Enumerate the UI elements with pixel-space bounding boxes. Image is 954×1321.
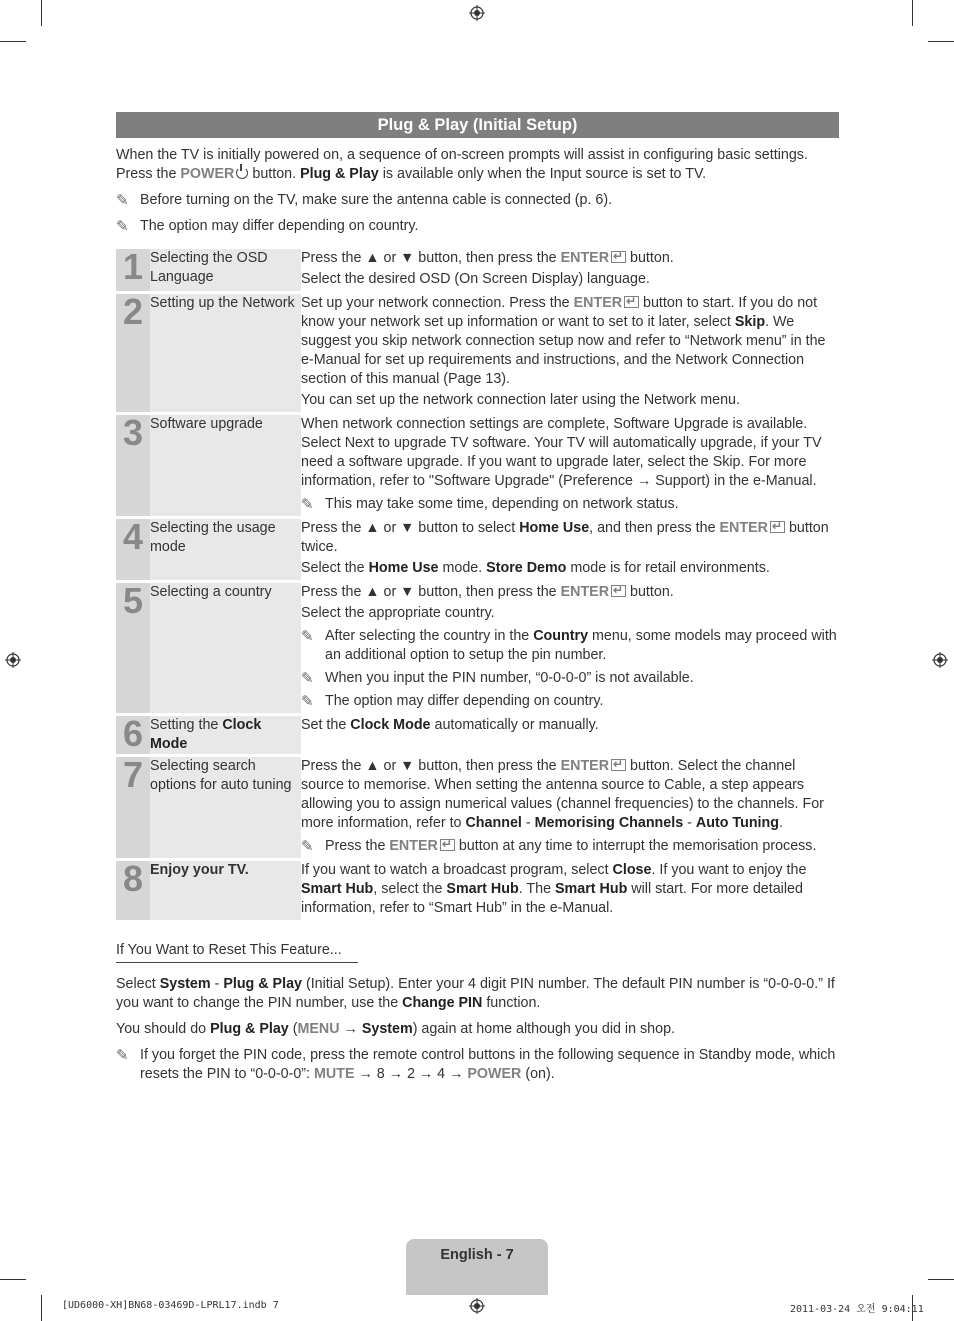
pencil-note-icon: ✎ xyxy=(301,670,314,687)
step-number: 3 xyxy=(116,415,150,516)
pencil-note-icon: ✎ xyxy=(116,192,129,209)
enter-icon xyxy=(611,251,626,263)
step-description: Press the ▲ or ▼ button, then press the ENTER↵ button. Select the channel source to memorise. When setting the antenna source to Cable, a step appears allowing you to assign numerical values (channel frequencies) to the channels. For more information, refer to Channel - Memorising Channels - Auto Tuning. ✎ Press the ENTER↵ button at any time to interrupt the memorisation process. xyxy=(301,757,839,858)
note: ✎ If you forget the PIN code, press the remote control buttons in the following sequence in Standby mode, which resets the PIN to “0-0-0-0”: MUTE → 8 → 2 → 4 → POWER (on). xyxy=(116,1047,836,1082)
step-description: Press the ▲ or ▼ button, then press the ENTER↵ button. Select the appropriate country. ✎ After selecting the country in the Country menu, some models may proceed with an additional option to setup the pin number. ✎ When you input the PIN number, “0-0-0-0” is not available. ✎ The option may differ depending on country. xyxy=(301,583,839,713)
step-number: 4 xyxy=(116,519,150,580)
enter-icon xyxy=(624,296,639,308)
heading-underline xyxy=(116,962,358,963)
pencil-note-icon: ✎ xyxy=(116,218,129,235)
step-number: 7 xyxy=(116,757,150,858)
step-row xyxy=(116,249,839,291)
registration-mark-icon xyxy=(469,1298,485,1314)
step-description: Set the Clock Mode automatically or manually. xyxy=(301,717,599,733)
manual-page xyxy=(116,112,839,1091)
step-name: Setting up the Network xyxy=(150,294,301,412)
step-name: Selecting search options for auto tuning xyxy=(150,757,301,858)
crop-mark xyxy=(912,0,913,26)
step-name: Enjoy your TV. xyxy=(150,861,301,920)
enter-icon xyxy=(611,759,626,771)
step-name: Software upgrade xyxy=(150,415,301,516)
step-number: 1 xyxy=(116,249,150,291)
reset-paragraph: You should do Plug & Play (MENU → System) again at home although you did in shop. xyxy=(116,1021,675,1037)
print-timestamp: 2011-03-24 오전 9:04:11 xyxy=(790,1304,924,1315)
step-description: When network connection settings are complete, Software Upgrade is available. Select Next to upgrade TV software. Your TV will automatically upgrade, if your TV need a software upgrade. If you want to upgrade later, select the Skip. For more information, refer to "Software Upgrade" (Preference → Support) in the e-Manual. ✎ This may take some time, depending on network status. xyxy=(301,416,822,513)
step-row xyxy=(116,294,839,412)
pencil-note-icon: ✎ xyxy=(301,628,314,645)
step-row xyxy=(116,757,839,858)
step-description: Press the ▲ or ▼ button to select Home Use, and then press the ENTER↵ button twice. Select the Home Use mode. Store Demo mode is for retail environments. xyxy=(301,519,839,580)
step-row xyxy=(116,415,839,516)
step-name: Selecting the OSD Language xyxy=(150,249,301,291)
step-row xyxy=(116,716,839,754)
steps-table xyxy=(116,246,839,923)
registration-mark-icon xyxy=(932,652,948,668)
crop-mark xyxy=(928,1279,954,1280)
page-number-tab: English - 7 xyxy=(406,1239,548,1295)
enter-icon xyxy=(770,521,785,533)
step-name: Setting the Clock Mode xyxy=(150,716,301,754)
note: ✎ Before turning on the TV, make sure the antenna cable is connected (p. 6). xyxy=(116,192,613,209)
enter-icon xyxy=(611,585,626,597)
crop-mark xyxy=(0,1279,26,1280)
enter-icon xyxy=(440,839,455,851)
step-description: Press the ▲ or ▼ button, then press the ENTER↵ button. Select the desired OSD (On Screen Display) language. xyxy=(301,249,839,291)
crop-mark xyxy=(41,0,42,26)
reset-paragraph: Select System - Plug & Play (Initial Setup). Enter your 4 digit PIN number. The default PIN number is “0-0-0-0.” If you want to change the PIN number, use the Change PIN function. xyxy=(116,976,835,1011)
step-description: Set up your network connection. Press the ENTER↵ button to start. If you do not know your network set up information or want to set to it later, select Skip. We suggest you skip network connection setup now and refer to “Network menu” in the e-Manual for set up requirements and instructions, and the Network Connection section of this manual (Page 13). You can set up the network connection later using the Network menu. xyxy=(301,294,839,412)
section-title: Plug & Play (Initial Setup) xyxy=(116,112,839,138)
step-row xyxy=(116,583,839,713)
note: ✎ The option may differ depending on country. xyxy=(116,218,419,235)
pencil-note-icon: ✎ xyxy=(301,693,314,710)
step-description: If you want to watch a broadcast program, select Close. If you want to enjoy the Smart Hub, select the Smart Hub. The Smart Hub will start. For more detailed information, refer to “Smart Hub” in the e-Manual. xyxy=(301,862,807,916)
step-row xyxy=(116,861,839,920)
step-number: 5 xyxy=(116,583,150,713)
crop-mark xyxy=(0,41,26,42)
intro-paragraph: When the TV is initially powered on, a sequence of on-screen prompts will assist in configuring basic settings. Press the POWER button. Plug & Play is available only when the Input source is set to TV. xyxy=(116,147,808,182)
step-number: 2 xyxy=(116,294,150,412)
pencil-note-icon: ✎ xyxy=(116,1047,129,1064)
print-file-info: [UD6000-XH]BN68-03469D-LPRL17.indb 7 xyxy=(62,1300,279,1311)
pencil-note-icon: ✎ xyxy=(301,838,314,855)
step-number: 8 xyxy=(116,861,150,920)
step-number: 6 xyxy=(116,716,150,754)
reset-heading: If You Want to Reset This Feature... xyxy=(116,942,342,958)
crop-mark xyxy=(41,1295,42,1321)
registration-mark-icon xyxy=(469,5,485,21)
pencil-note-icon: ✎ xyxy=(301,496,314,513)
crop-mark xyxy=(928,41,954,42)
step-name: Selecting a country xyxy=(150,583,301,713)
step-row xyxy=(116,519,839,580)
power-icon xyxy=(236,167,248,179)
registration-mark-icon xyxy=(5,652,21,668)
step-name: Selecting the usage mode xyxy=(150,519,301,580)
